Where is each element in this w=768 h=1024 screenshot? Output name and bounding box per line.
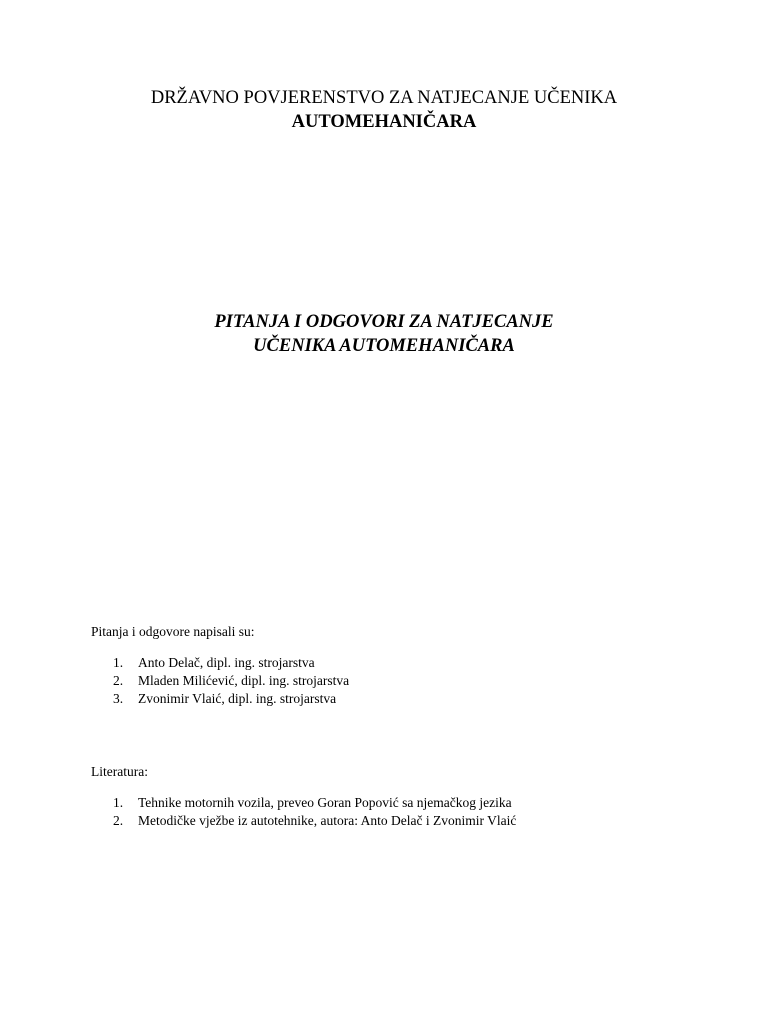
document-title-line2: UČENIKA AUTOMEHANIČARA bbox=[253, 336, 515, 356]
list-item-text: Anto Delač, dipl. ing. strojarstva bbox=[138, 655, 315, 670]
list-item-text: Zvonimir Vlaić, dipl. ing. strojarstva bbox=[138, 691, 337, 706]
authors-list bbox=[91, 654, 711, 708]
document-title bbox=[0, 310, 768, 358]
list-item-number: 1. bbox=[113, 795, 124, 810]
organization-title-line2: AUTOMEHANIČARA bbox=[291, 112, 477, 132]
list-item-text: Tehnike motornih vozila, preveo Goran Popović sa njemačkog jezika bbox=[138, 795, 512, 810]
list-item bbox=[91, 690, 711, 708]
list-item bbox=[91, 812, 711, 830]
list-item-text: Mladen Milićević, dipl. ing. strojarstva bbox=[138, 673, 350, 688]
organization-title bbox=[0, 86, 768, 134]
list-item-number: 1. bbox=[113, 655, 124, 670]
literature-list bbox=[91, 794, 711, 830]
list-item bbox=[91, 654, 711, 672]
literature-intro: Literatura: bbox=[91, 764, 148, 779]
authors-section bbox=[91, 654, 711, 708]
list-item-number: 2. bbox=[113, 673, 124, 688]
list-item-text: Metodičke vježbe iz autotehnike, autora: Anto Delač i Zvonimir Vlaić bbox=[138, 813, 517, 828]
organization-title-line1: DRŽAVNO POVJERENSTVO ZA NATJECANJE UČENIKA bbox=[150, 88, 618, 108]
list-item-number: 3. bbox=[113, 691, 124, 706]
list-item bbox=[91, 794, 711, 812]
document-title-line1: PITANJA I ODGOVORI ZA NATJECANJE bbox=[214, 312, 554, 332]
list-item bbox=[91, 672, 711, 690]
literature-section bbox=[91, 794, 711, 830]
list-item-number: 2. bbox=[113, 813, 124, 828]
authors-intro: Pitanja i odgovore napisali su: bbox=[91, 624, 255, 639]
